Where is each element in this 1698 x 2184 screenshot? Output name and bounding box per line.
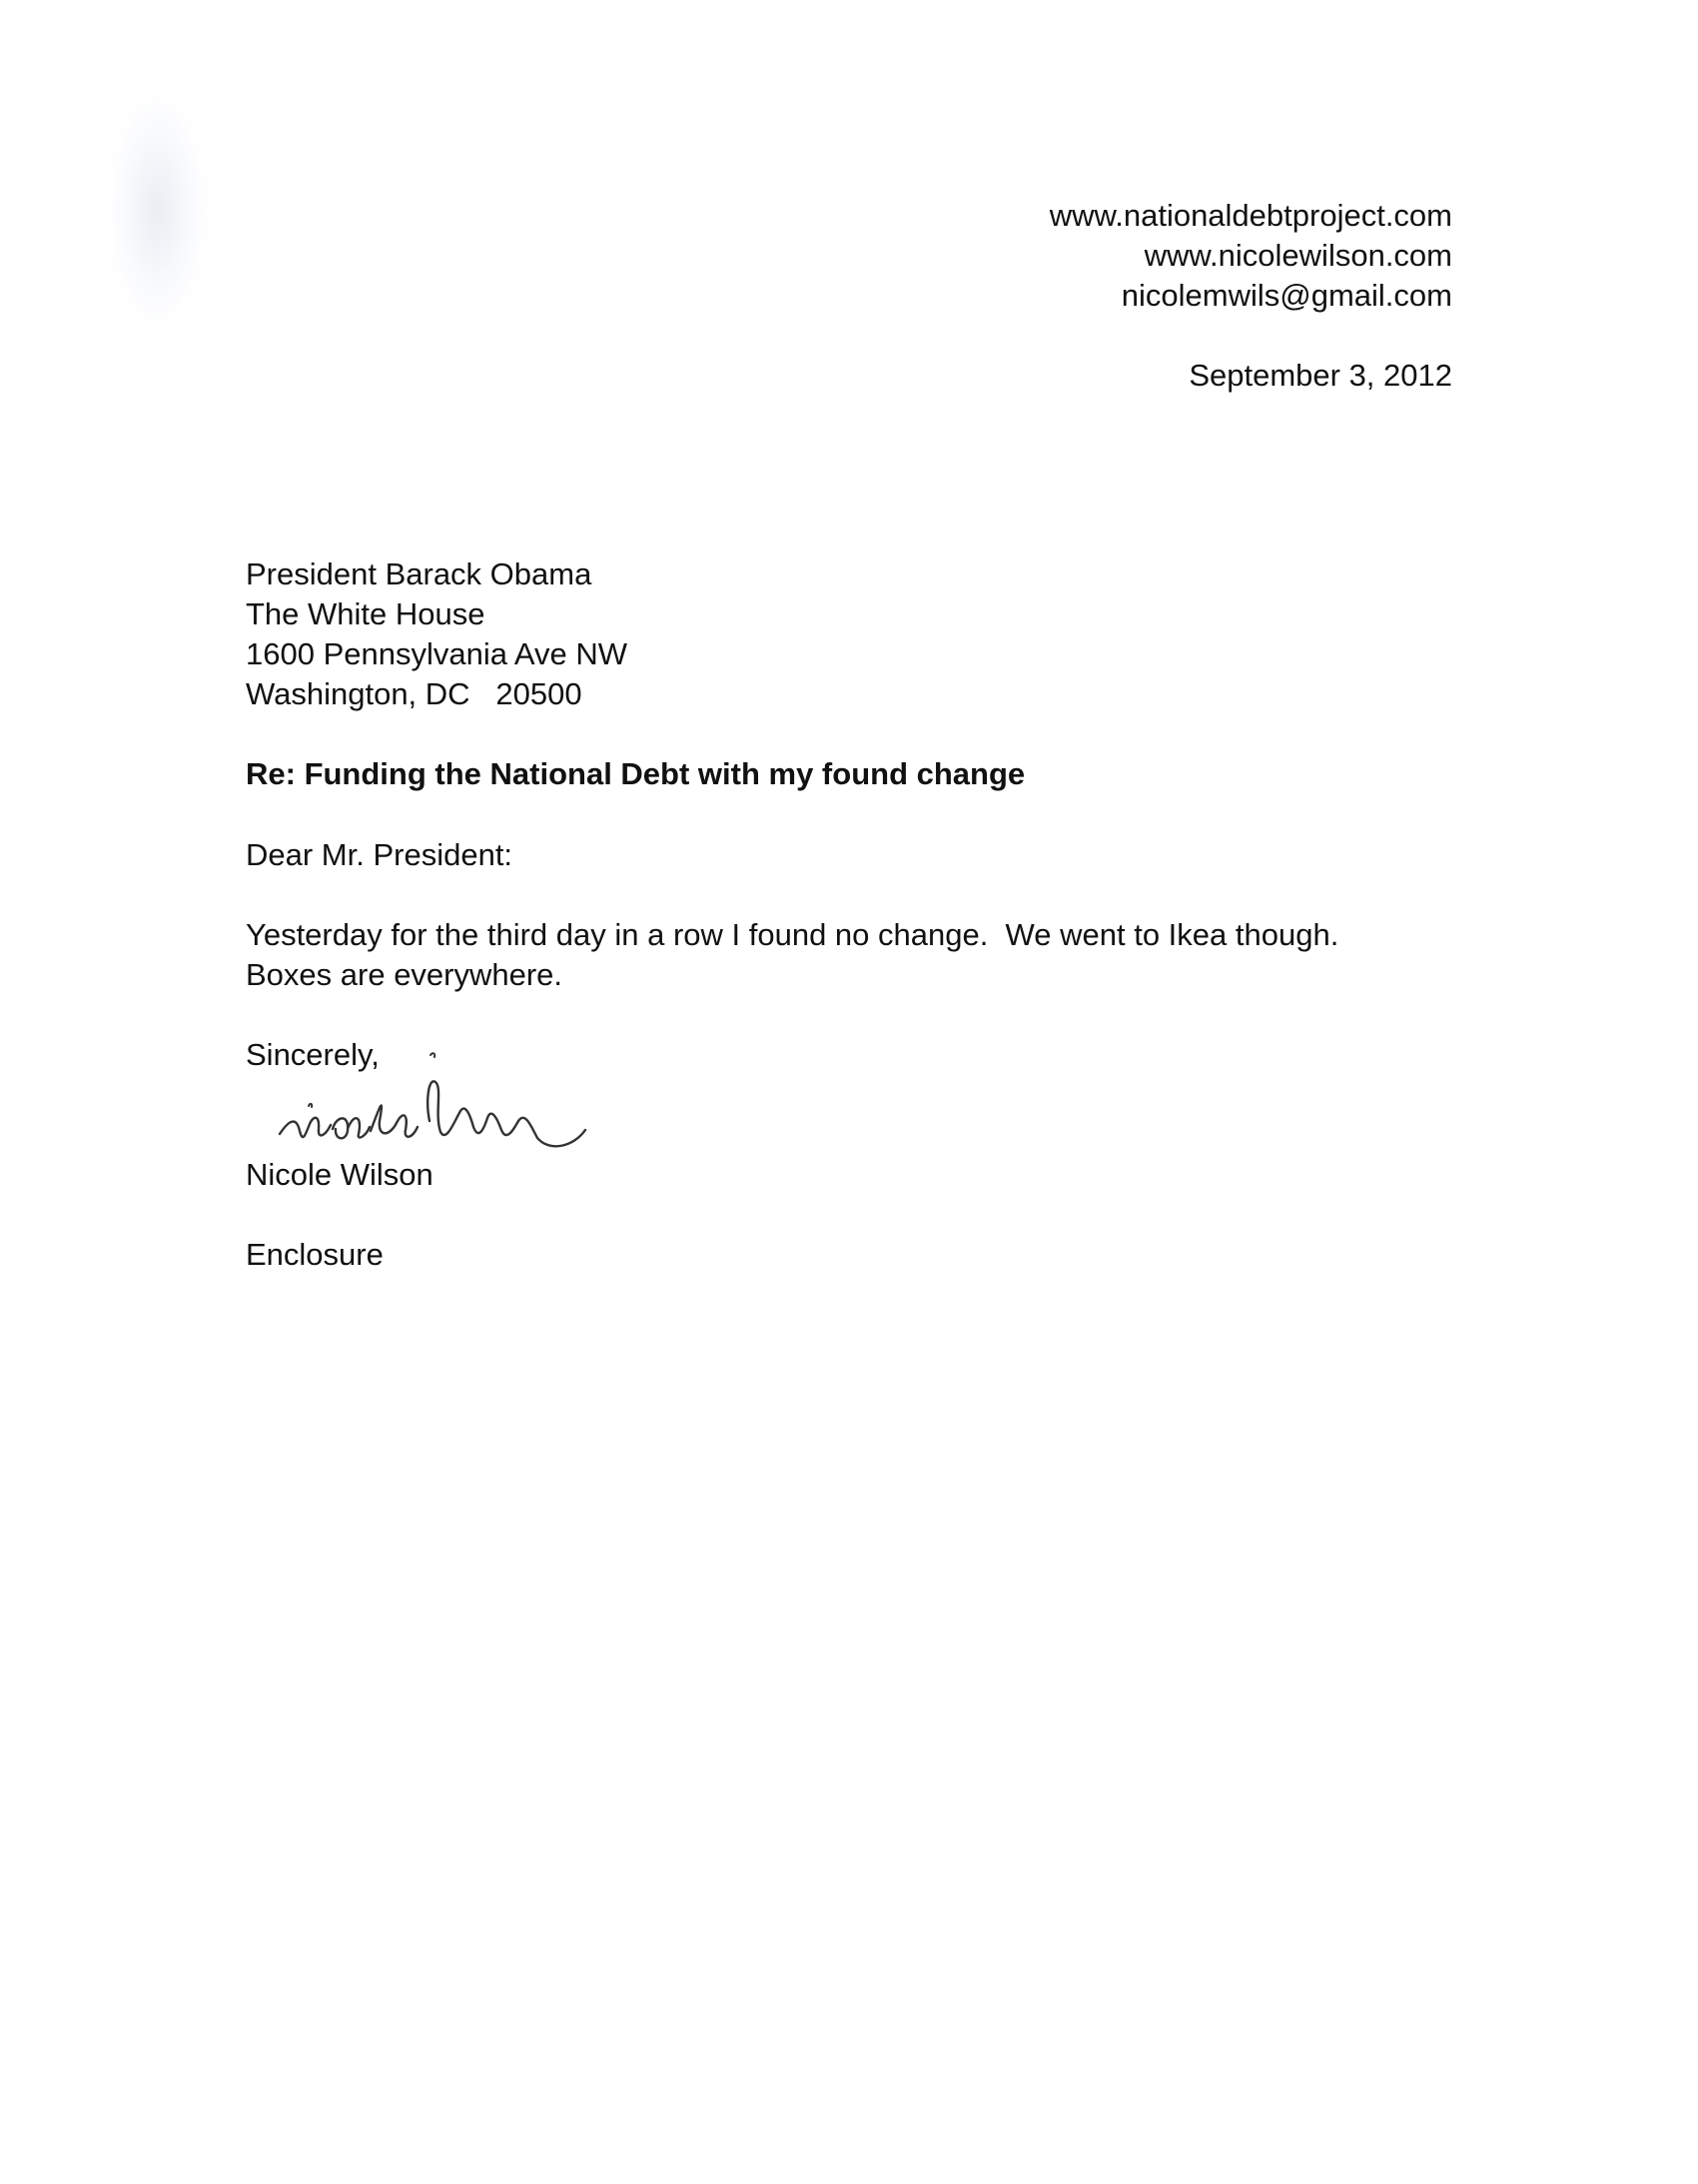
letter-date: September 3, 2012 [1189,358,1452,393]
body-paragraph [246,915,1494,995]
website-link-national-debt[interactable]: www.nationaldebtproject.com [1049,198,1452,233]
scan-smudge [110,95,205,325]
signer-name: Nicole Wilson [246,1157,433,1192]
enclosure-note: Enclosure [246,1237,384,1272]
subject-line: Re: Funding the National Debt with my found change [246,756,1026,791]
email-link[interactable]: nicolemwils@gmail.com [1121,278,1452,313]
recipient-address [246,554,627,714]
website-link-nicole-wilson[interactable]: www.nicolewilson.com [1144,238,1452,273]
body-line-2: Boxes are everywhere. [246,957,563,992]
recipient-organization: The White House [246,596,485,631]
recipient-city-state-zip: Washington, DC 20500 [246,676,582,711]
handwritten-signature [275,1039,674,1169]
salutation: Dear Mr. President: [246,837,513,872]
body-line-1: Yesterday for the third day in a row I found no change. We went to Ikea though. [246,917,1339,952]
recipient-name: President Barack Obama [246,556,592,591]
recipient-street: 1600 Pennsylvania Ave NW [246,636,627,671]
letterhead-contact [1050,196,1452,316]
closing: Sincerely, [246,1037,380,1072]
